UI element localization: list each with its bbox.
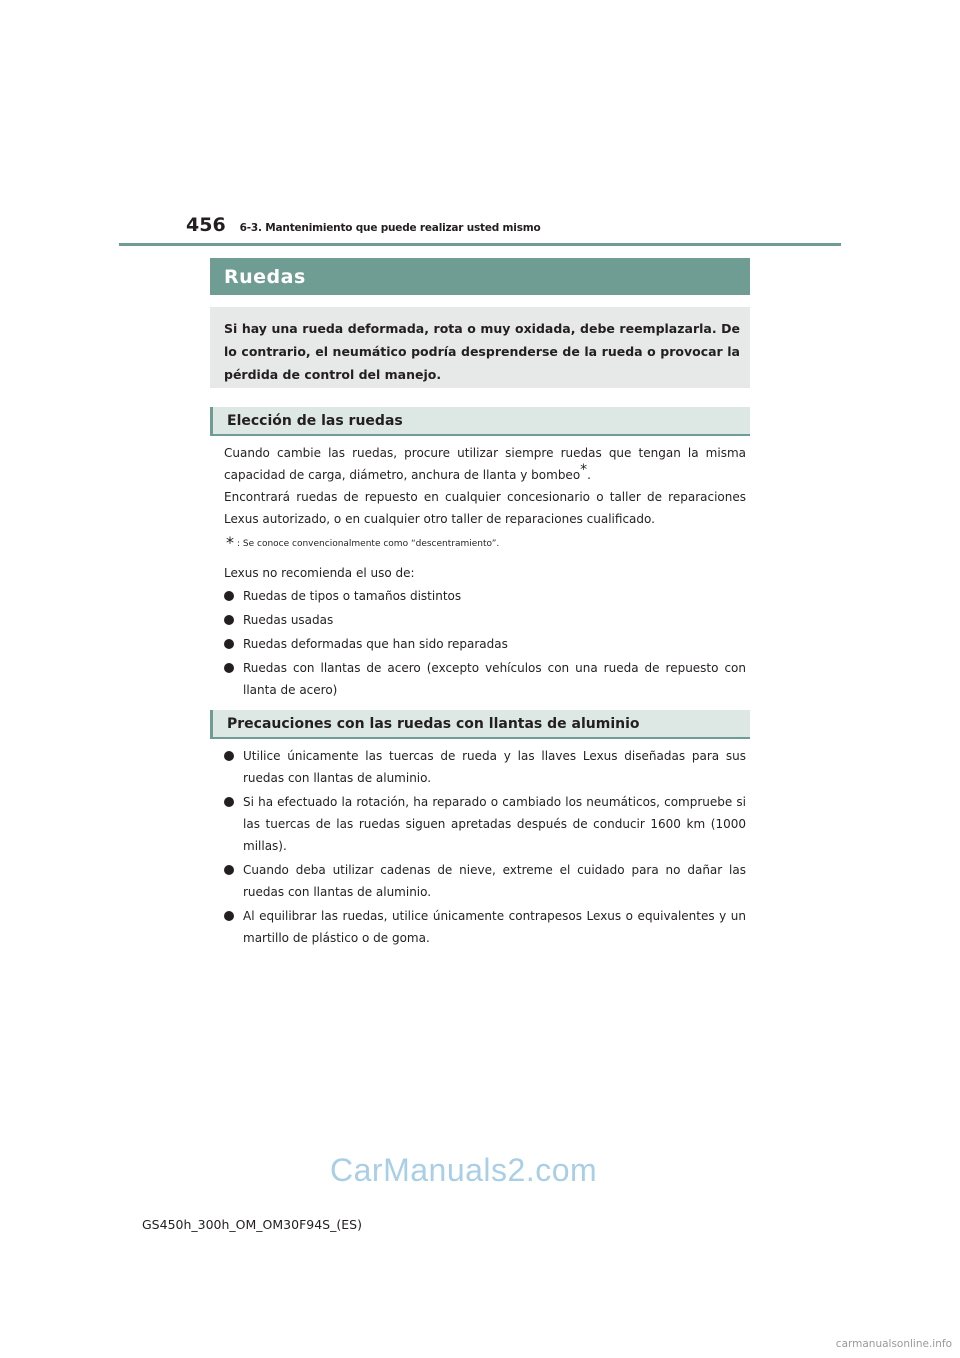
footnote-marker: * [580,462,588,478]
list-item: Si ha efectuado la rotación, ha reparado o cambiado los neumáticos, compruebe si las tuercas de las ruedas siguen apretadas después de conducir 1600 km (1000 millas). [224,791,746,857]
list-item: Ruedas de tipos o tamaños distintos [224,585,746,607]
list-item: Ruedas deformadas que han sido reparadas [224,633,746,655]
paragraph-replacement-wheels: Encontrará ruedas de repuesto en cualquier concesionario o taller de reparaciones Lexus autorizado, o en cualquier otro taller de reparaciones cualificado. [224,490,746,526]
bullet-icon [224,591,234,601]
subheading-wheel-selection: Elección de las ruedas [210,407,750,436]
page-number: 456 [186,214,226,236]
paragraph-text: Cuando cambie las ruedas, procure utilizar siempre ruedas que tengan la misma capacidad de carga, diámetro, anchura de llanta y bombeo [224,446,746,482]
list-item: Cuando deba utilizar cadenas de nieve, extreme el cuidado para no dañar las ruedas con llantas de aluminio. [224,859,746,903]
bullet-icon [224,797,234,807]
bullet-icon [224,865,234,875]
section-reference: 6-3. Mantenimiento que puede realizar usted mismo [239,222,541,234]
not-recommended-lead: Lexus no recomienda el uso de: [224,566,415,580]
paragraph-wheel-selection [224,442,746,486]
header-rule [119,243,841,246]
footnote-star: * [226,533,234,552]
site-watermark: carmanualsonline.info [835,1338,952,1350]
subheading-aluminum-precautions: Precauciones con las ruedas con llantas de aluminio [210,710,750,739]
paragraph-end: . [587,468,591,482]
aluminum-precautions-list [224,745,746,951]
bullet-icon [224,639,234,649]
list-item: Ruedas usadas [224,609,746,631]
list-item: Ruedas con llantas de acero (excepto vehículos con una rueda de repuesto con llanta de acero) [224,657,746,701]
page-title: Ruedas [210,258,750,295]
bullet-icon [224,615,234,625]
list-item: Al equilibrar las ruedas, utilice únicamente contrapesos Lexus o equivalentes y un martillo de plástico o de goma. [224,905,746,949]
bullet-icon [224,751,234,761]
list-item: Utilice únicamente las tuercas de rueda y las llaves Lexus diseñadas para sus ruedas con llantas de aluminio. [224,745,746,789]
intro-box: Si hay una rueda deformada, rota o muy oxidada, debe reemplazarla. De lo contrario, el neumático podría desprenderse de la rueda o provocar la pérdida de control del manejo. [210,307,750,388]
page-header [186,214,541,236]
not-recommended-list [224,585,746,703]
document-code: GS450h_300h_OM_OM30F94S_(ES) [142,1217,362,1232]
footnote-text: : Se conoce convencionalmente como “descentramiento”. [237,539,500,549]
watermark: CarManuals2.com [330,1152,598,1188]
bullet-icon [224,911,234,921]
bullet-icon [224,663,234,673]
footnote [226,533,499,552]
